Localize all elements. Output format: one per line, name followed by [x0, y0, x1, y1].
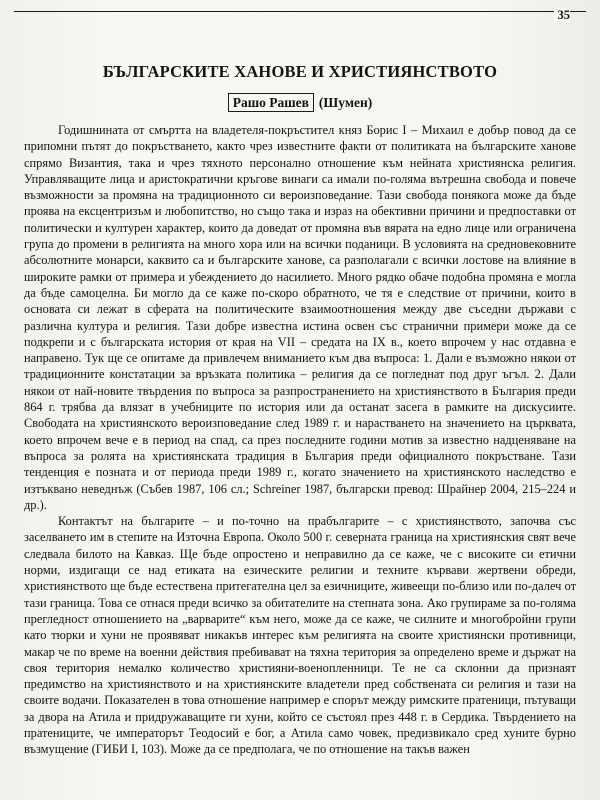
- article-title: БЪЛГАРСКИТЕ ХАНОВЕ И ХРИСТИЯНСТВОТО: [102, 62, 498, 81]
- paragraph: Годишнината от смъртта на владетеля-покръстител княз Борис I – Михаил е добър повод да се припомни пътят до покръстването, както чрез известните факти от политиката на българските ханове спрямо Византия, така и чрез тяхното персонално отношение към нейната християнска религия. Управляващите лица и аристократични кръгове винаги са имали по-голяма вътрешна свобода и повече възможности за промяна на традиционното си вероизповедание. Тази свобода понякога може да бъде проява на ексцентризъм и любопитство, но също така и израз на обективни причини и предпоставки от политически и културен характер, които да доведат от промяна във вярата на едно лице или ограничена група до промени в религията на много хора или на всички поданици. В условията на средновековните абсолютните монарси, каквито са и българските ханове, са разполагали с всички лостове на влияние в широките рамки от примера и убеждението до насилието. Много рядко обаче подобна промяна е могла да бъде самоцелна. Би могло да се каже по-скоро обратното, че тя е следствие от причини, които в основата си лежат в сферата на политическите взаимоотношения между две съседни държави с различна култура и религия. Тази добре известна истина освен със странични примери може да се подкрепи и с българската история от края на VII – средата на IX в., което впрочем у нас отдавна е направено. Тук ще се опитаме да привлечем вниманието към два въпроса: 1. Дали е възможно някои от традиционните констатации за връзката политика – религия да се погледнат под друг ъгъл. 2. Дали някои от най-новите твърдения по въпроса за разпространението на християнството в България преди 864 г. трябва да влязат в учебниците по история или да останат засега в рамките на дискусиите. Свободата на християнското вероизповедание след 1989 г. и нарастването на значението на църквата, което впрочем вече е в период на спад, са през последните години мотив за известно надценяване на въпроса за ролята на християнската традиция в България преди официалното покръстване. Тази тенденция е позната и от периода преди 1989 г., когато значението на християнското наследство е изтъквано неведнъж (Събев 1987, 106 сл.; Schreiner 1987, български превод: Шрайнер 2004, 215–224 и др.).: [24, 123, 576, 512]
- article-body: [24, 122, 576, 758]
- author-affiliation: (Шумен): [318, 95, 373, 110]
- paragraph: Контактът на българите – и по-точно на прабългарите – с християнството, започва със заселването им в степите на Източна Европа. Около 500 г. северната граница на християнския свят вече следвала билото на Кавказ. Ще бъде опростено и неправилно да се каже, че с високите си етични норми, издигащи се над етиката на езическите религии и техните кървави жертвени обреди, християнството ще бъде естествена притегателна цел за езичниците, живеещи по-близо или по-далеч от тази граница. Това се отнася преди всичко за обитателите на степната зона. Ако групираме за по-голяма прегледност отношението на „варварите“ към него, може да се каже, че силните и многобройни групи като тюрки и хуни не проявяват никакъв интерес към религията на своите християнски противници, макар че по време на военни действия пребивават на тяхна територия за определено време и държат на своя територия немалко количество християни-военопленници. Те не са склонни да признаят предимство на християнството и на християнските владетели пред собствената си религия и тази на своите водачи. Показателен в това отношение например е спорът между римските пратеници, пътуващи за двора на Атила и придружаващите ги хуни, който се състоял през 448 г. в Сердика. Твърдението на пратениците, че императорът Теодосий е бог, а Атила само човек, предизвикало сред хуните бурно възмущение (ГИБИ I, 103). Може да се предполага, че по отношение на такъв важен: [24, 514, 576, 757]
- header-rule: [14, 8, 586, 22]
- page-number: 35: [554, 8, 571, 23]
- author-name: Рашо Рашев: [228, 93, 314, 112]
- byline: [0, 93, 600, 112]
